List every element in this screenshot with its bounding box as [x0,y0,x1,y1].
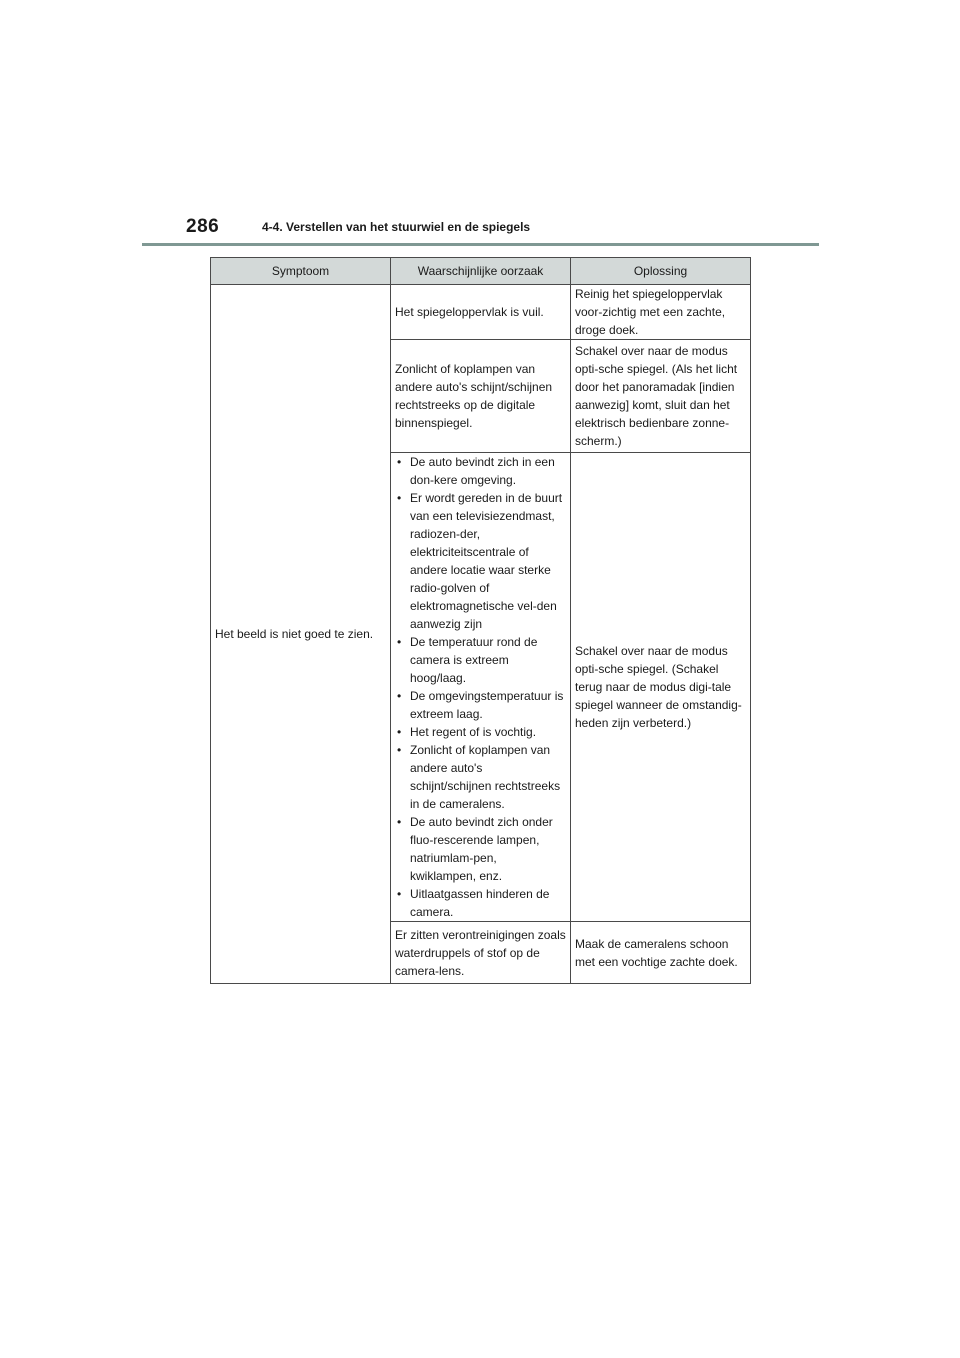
header-rule [142,243,819,246]
cause-cell: Er zitten verontreinigingen zoals waterdruppels of stof op de camera-lens. [391,922,571,984]
column-header-solution: Oplossing [571,258,751,285]
solution-cell: Schakel over naar de modus opti-sche spiegel. (Schakel terug naar de modus digi-tale spiegel wanneer de omstandig-heden zijn verbeterd.) [571,453,751,922]
solution-cell: Schakel over naar de modus opti-sche spiegel. (Als het licht door het panoramadak [indien aanwezig] komt, sluit dan het elektrisch bedienbare zonne-scherm.) [571,340,751,453]
section-title: 4-4. Verstellen van het stuurwiel en de spiegels [262,220,531,234]
symptom-table [210,257,751,984]
list-item: • Het regent of is vochtig. [395,723,566,741]
column-header-cause: Waarschijnlijke oorzaak [391,258,571,285]
list-item: • De auto bevindt zich onder fluo-rescerende lampen, natriumlam-pen, kwiklampen, enz. [395,813,566,885]
cause-list [395,453,566,921]
symptom-cell: Het beeld is niet goed te zien. [211,285,391,984]
cause-cell [391,453,571,922]
page-number: 286 [186,216,220,237]
list-item: • De auto bevindt zich in een don-kere omgeving. [395,453,566,489]
cause-cell: Het spiegeloppervlak is vuil. [391,285,571,340]
table-header-row [211,258,751,285]
solution-cell: Reinig het spiegeloppervlak voor-zichtig met een zachte, droge doek. [571,285,751,340]
list-item: • Er wordt gereden in de buurt van een televisiezendmast, radiozen-der, elektriciteitscentrale of andere locatie waar sterke radio-golven of elektromagnetische vel-den aanwezig zijn [395,489,566,633]
list-item: • Zonlicht of koplampen van andere auto's schijnt/schijnen rechtstreeks in de cameralens. [395,741,566,813]
cause-cell: Zonlicht of koplampen van andere auto's schijnt/schijnen rechtstreeks op de digitale binnenspiegel. [391,340,571,453]
list-item: • De omgevingstemperatuur is extreem laag. [395,687,566,723]
solution-cell: Maak de cameralens schoon met een vochtige zachte doek. [571,922,751,984]
list-item: • De temperatuur rond de camera is extreem hoog/laag. [395,633,566,687]
table-row [211,285,751,340]
list-item: • Uitlaatgassen hinderen de camera. [395,885,566,921]
column-header-symptom: Symptoom [211,258,391,285]
